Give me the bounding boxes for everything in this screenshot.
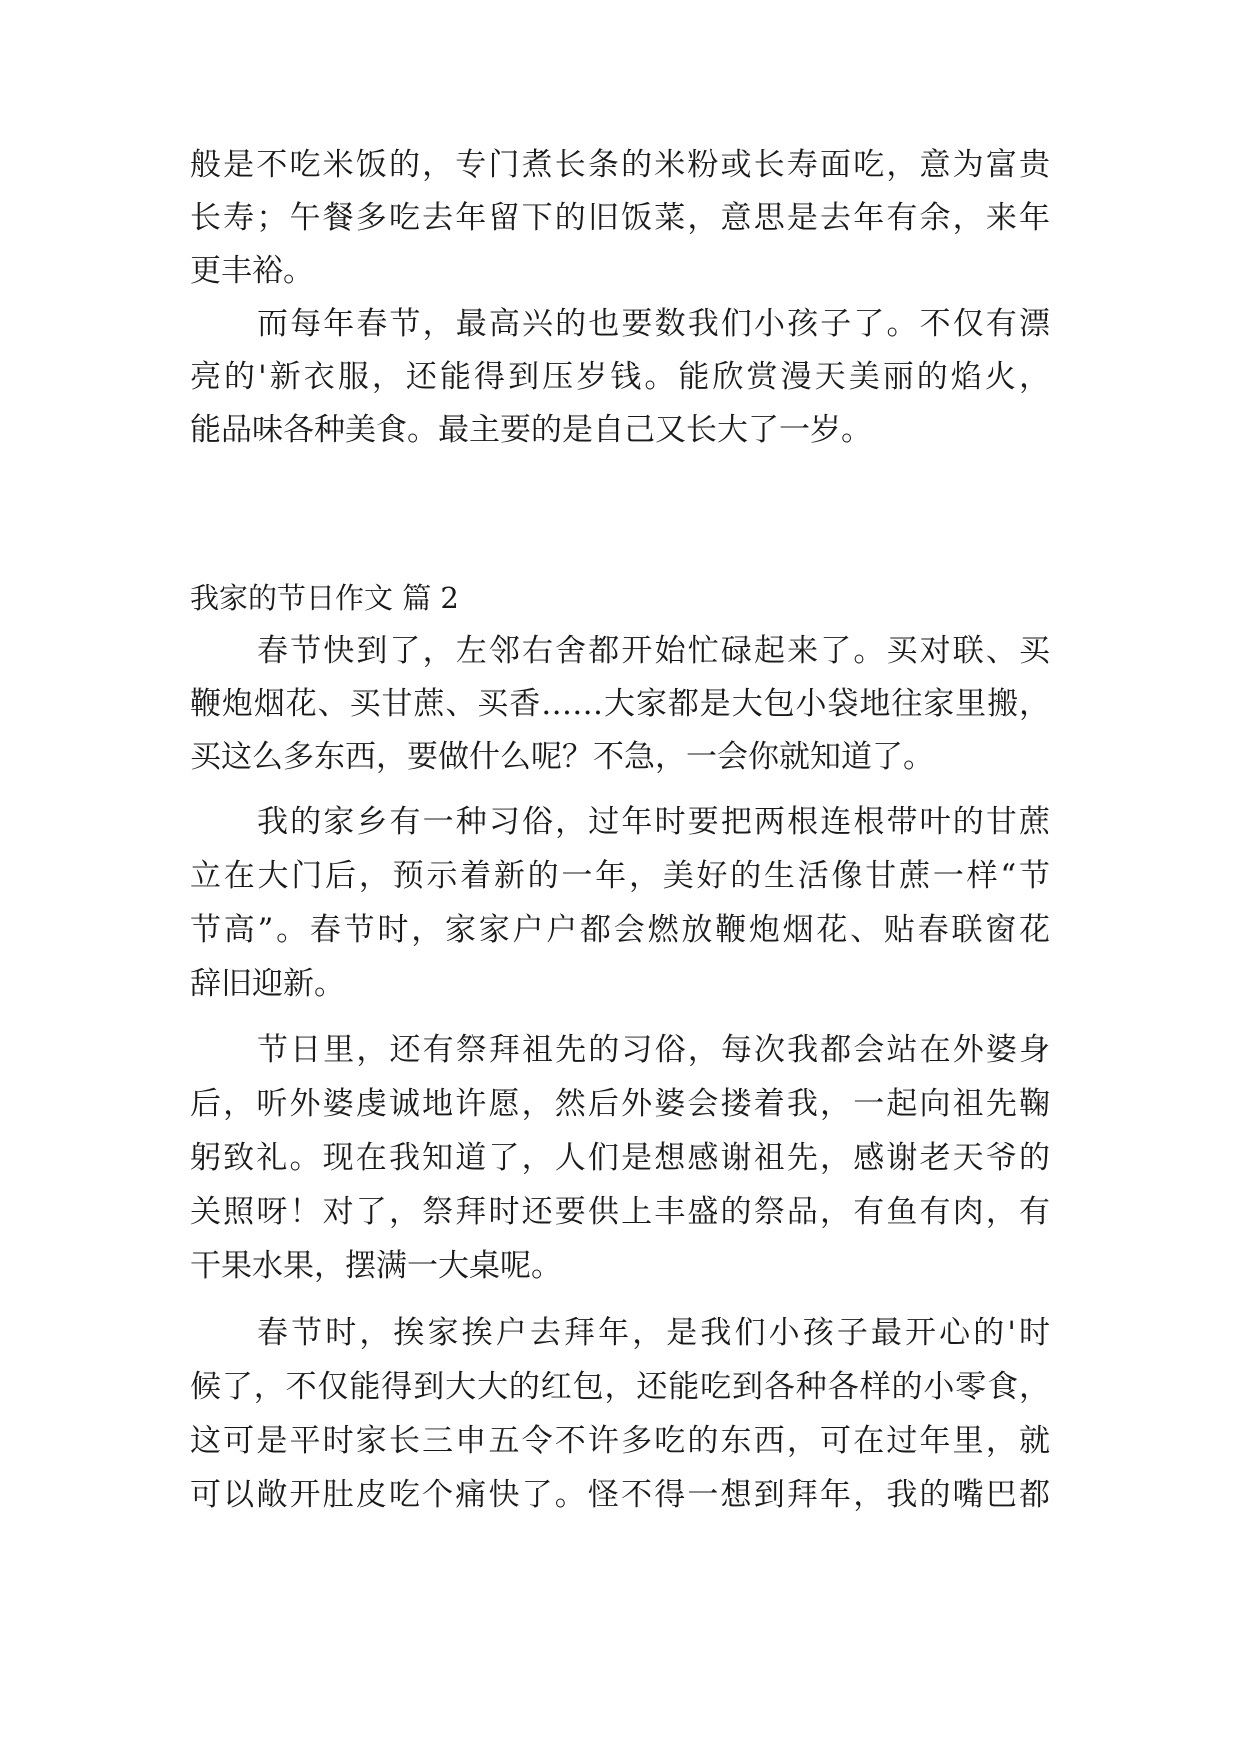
text-line: 干果水果，摆满一大桌呢。 <box>190 1248 562 1284</box>
text-line: 节高”。春节时，家家户户都会燃放鞭炮烟花、贴春联窗花 <box>190 912 1050 948</box>
text-line: 而每年春节，最高兴的也要数我们小孩子了。不仅有漂 <box>257 306 1050 342</box>
section-heading: 我家的节日作文 篇 2 <box>190 581 459 615</box>
text-line: 这可是平时家长三申五令不许多吃的东西，可在过年里，就 <box>190 1423 1050 1459</box>
text-line: 能品味各种美食。最主要的是自己又长大了一岁。 <box>190 412 872 448</box>
text-line: 候了，不仅能得到大大的红包，还能吃到各种各样的小零食， <box>190 1369 1050 1405</box>
text-line: 后，听外婆虔诚地许愿，然后外婆会搂着我，一起向祖先鞠 <box>190 1086 1050 1122</box>
text-line: 般是不吃米饭的，专门煮长条的米粉或长寿面吃，意为富贵 <box>190 147 1050 183</box>
text-line: 立在大门后，预示着新的一年，美好的生活像甘蔗一样“节 <box>190 858 1050 894</box>
text-line: 关照呀！对了，祭拜时还要供上丰盛的祭品，有鱼有肉，有 <box>190 1194 1050 1230</box>
text-line: 更丰裕。 <box>190 253 314 289</box>
text-line: 买这么多东西，要做什么呢？不急，一会你就知道了。 <box>190 739 934 775</box>
text-line: 亮的'新衣服，还能得到压岁钱。能欣赏漫天美丽的焰火， <box>190 359 1050 395</box>
text-line: 躬致礼。现在我知道了，人们是想感谢祖先，感谢老天爷的 <box>190 1140 1050 1176</box>
text-line: 可以敞开肚皮吃个痛快了。怪不得一想到拜年，我的嘴巴都 <box>190 1477 1050 1513</box>
text-line: 我的家乡有一种习俗，过年时要把两根连根带叶的甘蔗 <box>257 804 1050 840</box>
text-line: 长寿；午餐多吃去年留下的旧饭菜，意思是去年有余，来年 <box>190 200 1050 236</box>
text-line: 节日里，还有祭拜祖先的习俗，每次我都会站在外婆身 <box>257 1032 1050 1068</box>
text-line: 春节时，挨家挨户去拜年，是我们小孩子最开心的'时 <box>257 1315 1050 1351</box>
text-line: 春节快到了，左邻右舍都开始忙碌起来了。买对联、买 <box>257 633 1050 669</box>
text-line: 辞旧迎新。 <box>190 966 345 1002</box>
text-line: 鞭炮烟花、买甘蔗、买香……大家都是大包小袋地往家里搬， <box>190 686 1050 722</box>
